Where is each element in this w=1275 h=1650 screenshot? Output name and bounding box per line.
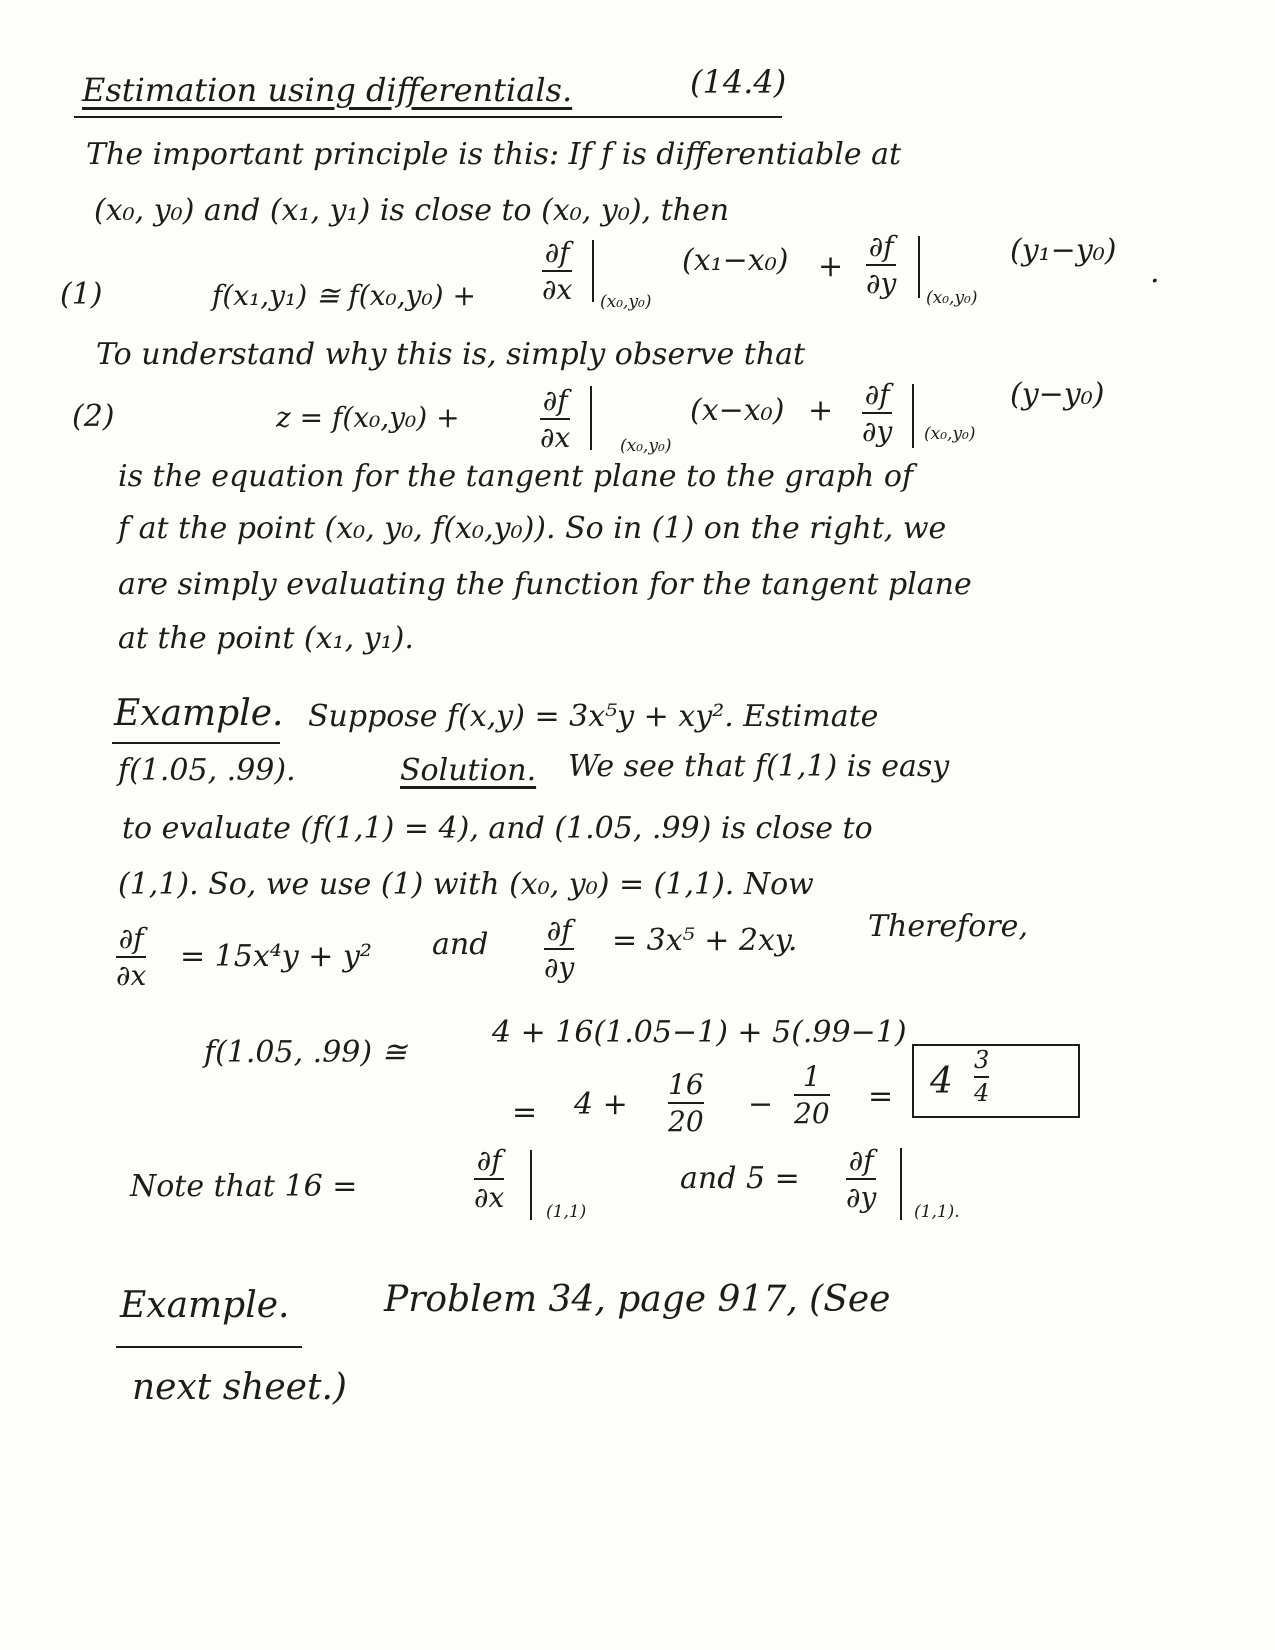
evaluation-point: (x₀,y₀) [620, 436, 672, 456]
numerator: 1 [802, 1060, 821, 1093]
df-symbol: ∂f [546, 914, 572, 947]
dy-symbol: ∂y [866, 267, 897, 301]
equation-2-term-2: (y−y₀) [1010, 377, 1105, 412]
note-eval-point-2: (1,1). [914, 1202, 960, 1222]
tangent-line-4: at the point (x₁, y₁). [118, 621, 414, 656]
example-2-underline [116, 1346, 302, 1348]
equation-2-dfdx [540, 386, 570, 453]
tangent-line-2: f at the point (x₀, y₀, f(x₀,y₀)). So in (1) on the right, we [118, 511, 947, 546]
title-underline [74, 116, 782, 118]
note-eval-point-1: (1,1) [546, 1202, 587, 1222]
equation-1-label: (1) [60, 277, 103, 312]
therefore-word: Therefore, [868, 909, 1028, 944]
section-number: (14.4) [690, 63, 787, 101]
fraction-bar [542, 270, 572, 272]
evaluation-bar [900, 1148, 902, 1220]
fraction-bar [474, 1178, 504, 1180]
plus-sign: + [818, 249, 844, 284]
dy-symbol: ∂y [846, 1181, 877, 1215]
fraction-1-20 [794, 1062, 830, 1129]
example-2-heading: Example. [120, 1285, 290, 1326]
partial-y-expression: = 3x⁵ + 2xy. [612, 923, 798, 958]
dx-symbol: ∂x [116, 959, 147, 993]
fraction-bar [862, 412, 892, 414]
equation-2-term-1: (x−x₀) [690, 393, 785, 428]
fraction-bar [668, 1102, 704, 1104]
calc-equals-2: = [868, 1079, 894, 1114]
denominator: 4 [974, 1079, 990, 1108]
fraction-bar [116, 956, 146, 958]
dy-symbol: ∂y [862, 415, 893, 449]
note-mid: and 5 = [680, 1161, 800, 1196]
calc-equals: = [512, 1095, 538, 1130]
denominator: 20 [668, 1105, 704, 1139]
fraction-bar [540, 418, 570, 420]
df-symbol: ∂f [868, 230, 894, 263]
tangent-line-3: are simply evaluating the function for the tangent plane [118, 567, 972, 602]
intro-line-2: (x₀, y₀) and (x₁, y₁) is close to (x₀, y₀), then [94, 193, 730, 228]
equation-2-dfdy [862, 380, 892, 447]
partial-y-fraction [544, 916, 574, 983]
equation-1-term-2: (y₁−y₀) [1010, 233, 1117, 268]
df-symbol: ∂f [848, 1144, 874, 1177]
evaluation-point: (x₀,y₀) [926, 288, 978, 308]
tangent-line-1: is the equation for the tangent plane to the graph of [118, 459, 914, 494]
equation-2-label: (2) [72, 399, 115, 434]
df-symbol: ∂f [118, 922, 144, 955]
example-2-line-2: next sheet.) [132, 1367, 347, 1408]
evaluation-bar [592, 240, 594, 302]
example-1-point: f(1.05, .99). [118, 753, 296, 788]
equation-1-dfdy [866, 232, 896, 299]
fraction-bar [974, 1076, 989, 1078]
df-symbol: ∂f [542, 384, 568, 417]
minus-sign: − [748, 1087, 774, 1122]
numerator: 16 [668, 1068, 704, 1101]
dy-symbol: ∂y [544, 951, 575, 985]
example-1-line-1: Suppose f(x,y) = 3x⁵y + xy². Estimate [308, 699, 879, 734]
numerator: 3 [974, 1046, 990, 1074]
evaluation-bar [590, 386, 592, 450]
df-symbol: ∂f [864, 378, 890, 411]
note-pre: Note that 16 = [130, 1169, 358, 1204]
intro-line-1: The important principle is this: If f is differentiable at [86, 137, 902, 172]
df-symbol: ∂f [544, 236, 570, 269]
example-2-line-1: Problem 34, page 917, (See [384, 1279, 891, 1320]
equation-2-lhs: z = f(x₀,y₀) + [276, 401, 460, 434]
denominator: 20 [794, 1097, 830, 1131]
evaluation-point: (x₀,y₀) [924, 424, 976, 444]
answer-fraction [974, 1048, 989, 1106]
explain-line: To understand why this is, simply observe that [96, 337, 806, 372]
note-dfdy [846, 1146, 876, 1213]
df-symbol: ∂f [476, 1144, 502, 1177]
example-1-line-4: (1,1). So, we use (1) with (x₀, y₀) = (1,1). Now [118, 867, 814, 902]
calc-line-1: 4 + 16(1.05−1) + 5(.99−1) [492, 1015, 907, 1050]
calc-lhs: f(1.05, .99) ≅ [204, 1035, 407, 1070]
fraction-16-20 [668, 1070, 704, 1137]
example-1-heading: Example. [114, 693, 284, 734]
and-word: and [432, 927, 489, 962]
equation-1-term-1: (x₁−x₀) [682, 243, 789, 278]
evaluation-bar [918, 236, 920, 298]
equation-1-dfdx [542, 238, 572, 305]
example-1-underline [112, 742, 280, 744]
fraction-bar [846, 1178, 876, 1180]
partial-x-fraction [116, 924, 146, 991]
page-title: Estimation using differentials. [82, 71, 573, 109]
evaluation-bar [912, 384, 914, 448]
dx-symbol: ∂x [542, 273, 573, 307]
note-dfdx [474, 1146, 504, 1213]
fraction-bar [866, 264, 896, 266]
fraction-bar [794, 1094, 830, 1096]
partial-x-expression: = 15x⁴y + y² [180, 939, 372, 974]
dx-symbol: ∂x [540, 421, 571, 455]
equation-1-end: . [1150, 255, 1160, 290]
evaluation-bar [530, 1150, 532, 1220]
calc-four-plus: 4 + [574, 1087, 628, 1122]
dx-symbol: ∂x [474, 1181, 505, 1215]
fraction-bar [544, 948, 574, 950]
evaluation-point: (x₀,y₀) [600, 292, 652, 312]
equation-1-lhs: f(x₁,y₁) ≅ f(x₀,y₀) + [212, 279, 476, 312]
solution-label: Solution. [400, 753, 537, 788]
plus-sign: + [808, 393, 834, 428]
example-1-line-2: We see that f(1,1) is easy [568, 749, 950, 784]
answer-whole: 4 [930, 1061, 953, 1102]
example-1-line-3: to evaluate (f(1,1) = 4), and (1.05, .99) is close to [122, 811, 873, 846]
